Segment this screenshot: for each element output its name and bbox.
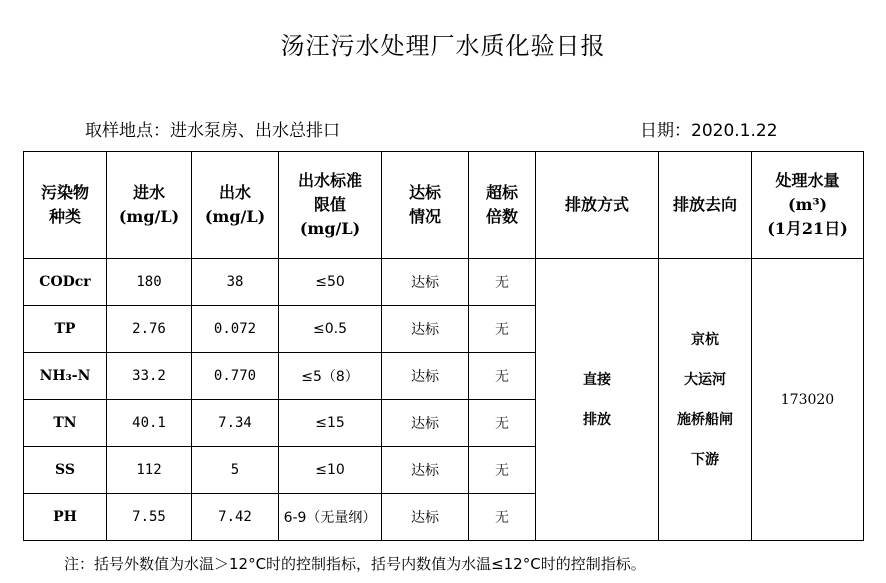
influent-cell: 40.1 xyxy=(107,400,192,447)
footnote: 注：括号外数值为水温＞12°C时的控制指标，括号内数值为水温≤12°C时的控制指标。 xyxy=(64,555,646,573)
effluent-cell: 7.34 xyxy=(192,400,279,447)
header-standard-line1: 出水标准 xyxy=(297,171,362,190)
exceed-cell: 无 xyxy=(469,353,536,400)
header-volume-line1: 处理水量 xyxy=(775,171,840,190)
discharge-destination-line4: 下游 xyxy=(691,451,719,468)
discharge-destination-line2: 大运河 xyxy=(684,371,726,388)
discharge-destination-line1: 京杭 xyxy=(691,331,719,348)
header-standard-line2: 限值 xyxy=(313,195,346,214)
header-standard xyxy=(279,152,382,259)
influent-cell: 2.76 xyxy=(107,306,192,353)
influent-cell: 180 xyxy=(107,259,192,306)
header-discharge-destination: 排放去向 xyxy=(659,152,752,259)
report-title: 汤汪污水处理厂水质化验日报 xyxy=(280,32,606,60)
effluent-cell: 0.072 xyxy=(192,306,279,353)
discharge-destination-cell xyxy=(659,259,752,541)
effluent-cell: 38 xyxy=(192,259,279,306)
influent-cell: 33.2 xyxy=(107,353,192,400)
header-discharge-method: 排放方式 xyxy=(536,152,659,259)
header-volume-line2: (m³) xyxy=(787,195,828,214)
header-standard-line3: (mg/L) xyxy=(299,219,361,238)
discharge-method-line2: 排放 xyxy=(583,411,611,428)
standard-cell: ≤15 xyxy=(279,400,382,447)
exceed-cell: 无 xyxy=(469,306,536,353)
compliance-cell: 达标 xyxy=(382,494,469,541)
standard-cell: ≤0.5 xyxy=(279,306,382,353)
header-effluent xyxy=(192,152,279,259)
discharge-method-line1: 直接 xyxy=(583,371,611,388)
effluent-cell: 5 xyxy=(192,447,279,494)
header-influent-line2: (mg/L) xyxy=(118,207,180,226)
compliance-cell: 达标 xyxy=(382,447,469,494)
exceed-cell: 无 xyxy=(469,447,536,494)
header-pollutant-line1: 污染物 xyxy=(40,183,89,202)
treated-volume-cell: 173020 xyxy=(752,259,864,541)
pollutant-cell: TP xyxy=(24,306,107,353)
discharge-method-cell xyxy=(536,259,659,541)
compliance-cell: 达标 xyxy=(382,259,469,306)
standard-cell: ≤50 xyxy=(279,259,382,306)
compliance-cell: 达标 xyxy=(382,306,469,353)
exceed-cell: 无 xyxy=(469,259,536,306)
influent-cell: 112 xyxy=(107,447,192,494)
header-influent xyxy=(107,152,192,259)
water-quality-table xyxy=(23,151,864,541)
exceed-cell: 无 xyxy=(469,400,536,447)
header-volume xyxy=(752,152,864,259)
header-pollutant-line2: 种类 xyxy=(48,207,81,226)
header-influent-line1: 进水 xyxy=(132,183,165,202)
header-volume-line3: (1月21日) xyxy=(767,219,848,238)
header-exceed xyxy=(469,152,536,259)
influent-cell: 7.55 xyxy=(107,494,192,541)
header-exceed-line2: 倍数 xyxy=(485,207,518,226)
effluent-cell: 0.770 xyxy=(192,353,279,400)
header-pollutant xyxy=(24,152,107,259)
sampling-location: 取样地点：进水泵房、出水总排口 xyxy=(85,121,340,141)
standard-cell: ≤10 xyxy=(279,447,382,494)
header-exceed-line1: 超标 xyxy=(485,183,518,202)
standard-cell: 6-9（无量纲） xyxy=(279,494,382,541)
pollutant-cell: PH xyxy=(24,494,107,541)
header-compliance xyxy=(382,152,469,259)
pollutant-cell: CODcr xyxy=(24,259,107,306)
table-row xyxy=(24,259,864,306)
header-compliance-line1: 达标 xyxy=(408,183,441,202)
effluent-cell: 7.42 xyxy=(192,494,279,541)
pollutant-cell: SS xyxy=(24,447,107,494)
header-effluent-line2: (mg/L) xyxy=(204,207,266,226)
header-compliance-line2: 情况 xyxy=(408,207,441,226)
header-effluent-line1: 出水 xyxy=(218,183,251,202)
table-header-row xyxy=(24,152,864,259)
pollutant-cell: TN xyxy=(24,400,107,447)
compliance-cell: 达标 xyxy=(382,353,469,400)
discharge-destination-line3: 施桥船闸 xyxy=(677,411,733,428)
compliance-cell: 达标 xyxy=(382,400,469,447)
report-date: 日期：2020.1.22 xyxy=(640,121,778,141)
exceed-cell: 无 xyxy=(469,494,536,541)
pollutant-cell: NH₃-N xyxy=(24,353,107,400)
standard-cell: ≤5（8） xyxy=(279,353,382,400)
